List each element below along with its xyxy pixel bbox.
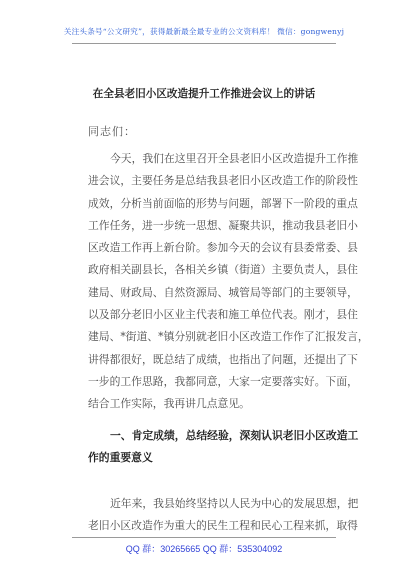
paragraph-line: 近年来，我县始终坚持以人民为中心的发展思想，把	[110, 497, 359, 510]
paragraph-line: 建局、财政局、自然资源局、城管局等部门的主要领导，	[88, 285, 358, 299]
salutation: 同志们：	[88, 125, 136, 138]
section-heading-line: 作的重要意义	[88, 451, 153, 465]
paragraph-line: 结合工作实际，我再讲几点意见。	[88, 397, 250, 411]
paragraph-line: 建局、*街道、*镇分别就老旧小区改造工作作了汇报发言，	[88, 330, 369, 344]
paragraph-line: 老旧小区改造作为重大的民生工程和民心工程来抓，取得	[88, 519, 358, 533]
section-heading-line: 一、肯定成绩，总结经验，深刻认识老旧小区改造工	[110, 429, 359, 442]
header-divider	[72, 43, 336, 44]
paragraph-line: 区改造工作再上新台阶。参加今天的会议有县委常委、县	[88, 241, 358, 255]
paragraph-line: 进会议，主要任务是总结我县老旧小区改造工作的阶段性	[88, 174, 358, 188]
footer-note: QQ 群：30265665 QQ 群：535304092	[125, 544, 283, 554]
paragraph-line: 政府相关副县长，各相关乡镇（街道）主要负责人，县住	[88, 263, 358, 277]
footer-divider	[72, 537, 336, 538]
document-title: 在全县老旧小区改造提升工作推进会议上的讲话	[92, 88, 316, 100]
section-heading-1	[88, 425, 359, 470]
paragraph-line: 一步的工作思路，我都同意，大家一定要落实好。下面，	[88, 374, 358, 388]
paragraph-line: 成效，分析当前面临的形势与问题，部署下一阶段的重点	[88, 196, 358, 210]
header-note: 关注头条号“公文研究”，获得最新最全最专业的公文资料库！ 微信：gongwenyj	[63, 27, 345, 36]
paragraph-line: 工作任务，进一步统一思想、凝聚共识，推动我县老旧小	[88, 218, 358, 232]
paragraph-2	[88, 493, 359, 538]
paragraph-line: 以及部分老旧小区业主代表和施工单位代表。刚才，县住	[88, 308, 358, 322]
paragraph-line: 讲得都很好，既总结了成绩，也指出了问题，还提出了下	[88, 352, 358, 366]
paragraph-1	[88, 148, 369, 416]
paragraph-line: 今天，我们在这里召开全县老旧小区改造提升工作推	[110, 152, 359, 165]
